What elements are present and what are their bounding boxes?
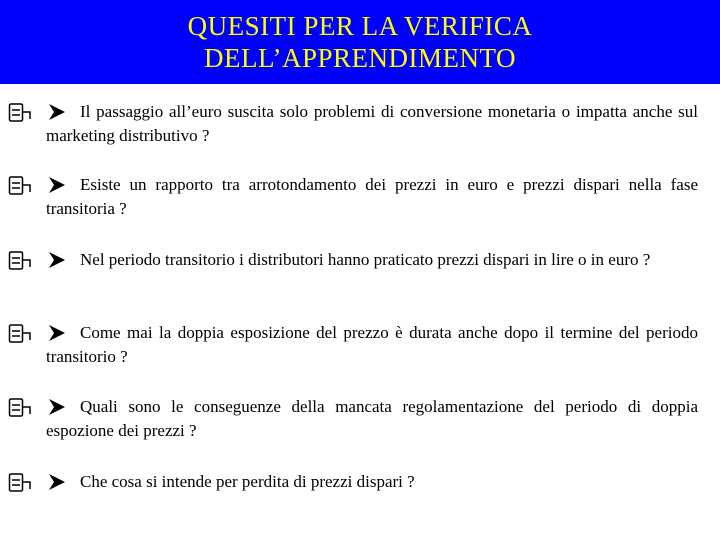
arrow-right-icon xyxy=(48,324,66,342)
item-marker xyxy=(8,250,78,272)
item-marker xyxy=(8,397,78,419)
keyboard-bullet-icon xyxy=(8,250,34,272)
keyboard-bullet-icon xyxy=(8,472,34,494)
keyboard-bullet-icon xyxy=(8,102,34,124)
question-text: Nel periodo transitorio i distributori hanno praticato prezzi dispari in lire o in euro ? xyxy=(80,250,651,269)
question-text: Il passaggio all’euro suscita solo problemi di conversione monetaria o impatta anche sul marketing distributivo ? xyxy=(46,102,698,145)
arrow-right-icon xyxy=(48,251,66,269)
arrow-right-icon xyxy=(48,176,66,194)
question-item xyxy=(8,470,698,494)
question-item xyxy=(8,248,698,272)
question-text: Come mai la doppia esposizione del prezzo è durata anche dopo il termine del periodo transitorio ? xyxy=(46,323,698,366)
keyboard-bullet-icon xyxy=(8,323,34,345)
title-line-1: QUESITI PER LA VERIFICA xyxy=(187,11,533,41)
arrow-right-icon xyxy=(48,398,66,416)
question-item xyxy=(8,395,698,443)
item-marker xyxy=(8,472,78,494)
item-marker xyxy=(8,323,78,345)
title-line-2: DELL’APPRENDIMENTO xyxy=(203,43,516,73)
question-item xyxy=(8,173,698,221)
question-text: Quali sono le conseguenze della mancata regolamentazione del periodo di doppia espozione dei prezzi ? xyxy=(46,397,698,440)
question-text: Esiste un rapporto tra arrotondamento dei prezzi in euro e prezzi dispari nella fase transitoria ? xyxy=(46,175,698,218)
arrow-right-icon xyxy=(48,473,66,491)
question-item xyxy=(8,321,698,369)
item-marker xyxy=(8,102,78,124)
arrow-right-icon xyxy=(48,103,66,121)
question-item xyxy=(8,100,698,148)
keyboard-bullet-icon xyxy=(8,175,34,197)
keyboard-bullet-icon xyxy=(8,397,34,419)
question-text: Che cosa si intende per perdita di prezzi dispari ? xyxy=(80,472,415,491)
item-marker xyxy=(8,175,78,197)
